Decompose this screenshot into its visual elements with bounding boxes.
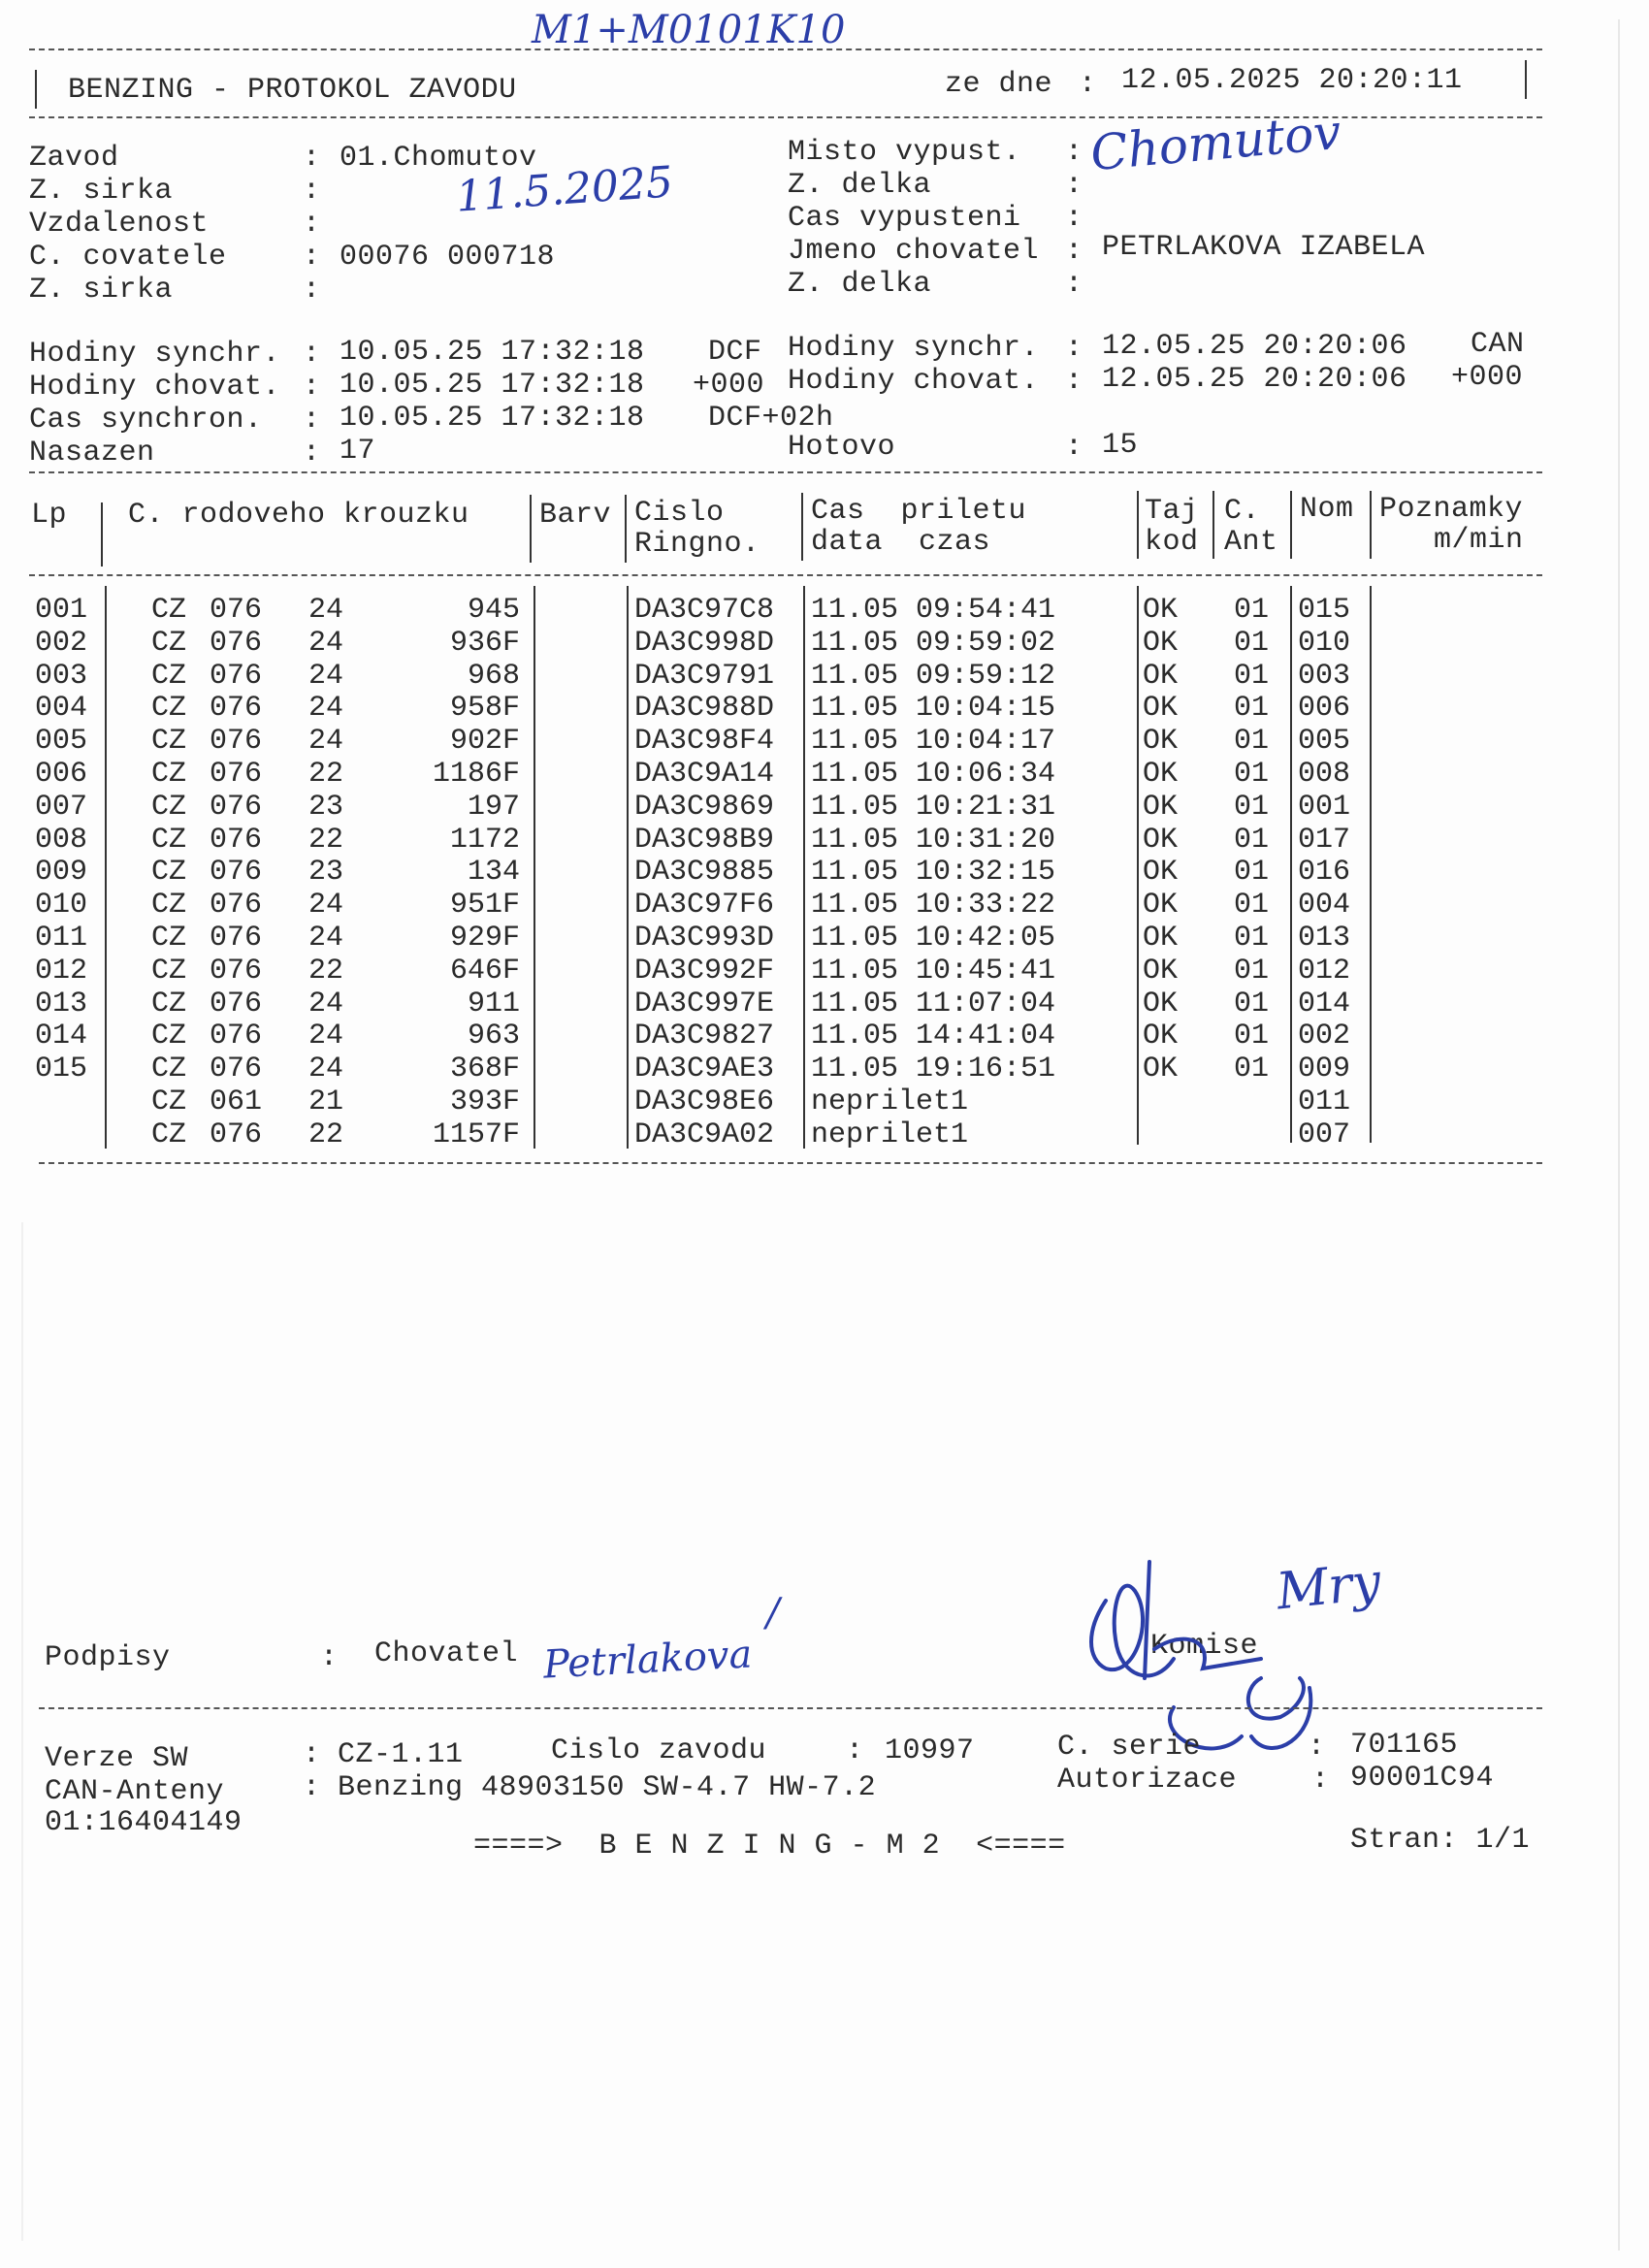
footer-label: Autorizace [1057,1764,1238,1797]
cell-chip: DA3C992F [634,954,775,988]
clock-label: Cas synchron. [29,404,263,437]
software-version: CZ-1.11 [338,1738,464,1771]
cell-time: neprilet1 [811,1118,969,1151]
cell-cc: CZ [151,889,187,923]
colon: : [1065,136,1083,169]
antenna-info: Benzing 48903150 SW-4.7 HW-7.2 [338,1771,877,1804]
cell-taj: OK [1143,922,1179,955]
cell-chip: DA3C97C8 [634,594,775,627]
breeder-number: 00076 000718 [340,241,556,274]
colon: : [303,274,321,307]
clock-value: 17 [340,435,376,468]
table-row [0,988,1649,1021]
cell-club: 076 [210,856,263,890]
cell-time: 11.05 10:06:34 [811,758,1056,791]
cell-time: 11.05 10:32:15 [811,856,1056,890]
clock-suffix: +000 [1451,361,1524,394]
cell-cc: CZ [151,1053,187,1086]
pen-mark: / [766,1591,780,1636]
header-rule [801,493,803,561]
cell-cc: CZ [151,758,187,791]
cell-lp: 002 [35,626,88,660]
info-label: Cas vypusteni [788,202,1021,235]
cell-yr: 24 [308,659,344,693]
cell-ant: 01 [1234,790,1270,824]
colon: : [1065,268,1083,301]
table-row [0,1053,1649,1085]
cell-time: 11.05 09:54:41 [811,594,1056,627]
colon: : [1065,332,1083,365]
protocol-title: BENZING - PROTOKOL ZAVODU [68,74,517,107]
footer-label: Cislo zavodu [551,1734,767,1767]
cell-chip: DA3C998D [634,626,775,660]
header-rule [530,495,532,563]
cell-cc: CZ [151,594,187,627]
cell-ant: 01 [1234,823,1270,857]
cell-taj: OK [1143,626,1179,660]
cell-num: 951F [449,889,520,923]
cell-num: 929F [449,922,520,955]
clock-value: 12.05.25 20:20:06 [1102,330,1407,363]
colon: : [303,142,321,175]
colon: : [1065,431,1083,464]
cell-lp: 004 [35,692,88,726]
cell-lp: 013 [35,987,88,1021]
header-rule [1212,491,1214,559]
cell-lp: 015 [35,1053,88,1086]
cell-nom: 014 [1298,987,1351,1021]
box-left-edge [35,70,37,109]
footer-label: Verze SW [45,1742,189,1775]
divider [39,1707,1542,1709]
cell-yr: 22 [308,954,344,988]
finished-count: 15 [1102,429,1139,462]
cell-cc: CZ [151,823,187,857]
cell-yr: 23 [308,856,344,890]
col-header-time: data czas [811,526,991,559]
cell-nom: 004 [1298,889,1351,923]
header-rule [1370,491,1372,559]
info-label: Z. delka [788,268,932,301]
cell-taj: OK [1143,954,1179,988]
cell-chip: DA3C9A02 [634,1118,775,1151]
divider [29,49,1542,50]
cell-num: 968 [467,659,520,693]
cell-yr: 22 [308,823,344,857]
cell-club: 076 [210,889,263,923]
colon: : [303,1771,321,1804]
clock-suffix: DCF+02h [708,402,834,435]
cell-club: 076 [210,1020,263,1053]
col-header-ant: C. [1224,495,1261,528]
table-row [0,692,1649,725]
col-header-cislo: Cislo [634,497,725,530]
cell-lp: 001 [35,594,88,627]
cell-chip: DA3C9827 [634,1020,775,1053]
colon: : [1065,169,1083,202]
table-row [0,660,1649,693]
table-rule [627,586,629,1149]
cell-num: 197 [467,790,520,824]
cell-lp: 005 [35,725,88,759]
cell-yr: 22 [308,758,344,791]
cell-chip: DA3C9A14 [634,758,775,791]
colon: : [303,1738,321,1771]
cell-lp: 010 [35,889,88,923]
colon: : [303,208,321,241]
cell-yr: 24 [308,626,344,660]
cell-club: 076 [210,987,263,1021]
cell-yr: 24 [308,1053,344,1086]
cell-ant: 01 [1234,626,1270,660]
cell-num: 963 [467,1020,520,1053]
colon: : [846,1734,864,1767]
cell-yr: 24 [308,692,344,726]
cell-time: 11.05 14:41:04 [811,1020,1056,1053]
cell-nom: 009 [1298,1053,1351,1086]
cell-nom: 007 [1298,1118,1351,1151]
colon: : [303,338,321,371]
serial-number: 701165 [1350,1729,1459,1762]
cell-cc: CZ [151,1085,187,1118]
colon: : [1311,1764,1330,1797]
cell-lp: 007 [35,790,88,824]
cell-club: 076 [210,922,263,955]
cell-cc: CZ [151,922,187,955]
table-rule [1370,586,1372,1143]
table-row [0,824,1649,857]
clock-label: Hodiny chovat. [29,371,281,404]
cell-cc: CZ [151,692,187,726]
cell-ant: 01 [1234,1020,1270,1053]
col-header-taj: kod [1145,526,1199,559]
table-row [0,1118,1649,1151]
cell-ant: 01 [1234,659,1270,693]
cell-lp: 008 [35,823,88,857]
cell-yr: 24 [308,922,344,955]
cell-time: neprilet1 [811,1085,969,1118]
cell-nom: 003 [1298,659,1351,693]
date-label: ze dne [945,68,1053,101]
cell-time: 11.05 19:16:51 [811,1053,1056,1086]
colon: : [1065,235,1083,268]
clock-label: Hodiny synchr. [29,338,281,371]
cell-cc: CZ [151,987,187,1021]
cell-club: 076 [210,954,263,988]
cell-club: 076 [210,1118,263,1151]
clock-value: 10.05.25 17:32:18 [340,336,645,369]
info-label: Z. delka [788,169,932,202]
cell-club: 076 [210,1053,263,1086]
cell-chip: DA3C993D [634,922,775,955]
cell-num: 1186F [432,758,520,791]
cell-nom: 008 [1298,758,1351,791]
page-number: Stran: 1/1 [1350,1824,1531,1857]
cell-time: 11.05 09:59:02 [811,626,1056,660]
cell-lp: 012 [35,954,88,988]
table-row [0,1020,1649,1053]
cell-yr: 24 [308,889,344,923]
cell-num: 1157F [432,1118,520,1151]
cell-taj: OK [1143,725,1179,759]
cell-club: 076 [210,659,263,693]
cell-taj: OK [1143,758,1179,791]
cell-club: 076 [210,790,263,824]
cell-yr: 24 [308,594,344,627]
colon: : [1065,365,1083,398]
cell-club: 076 [210,594,263,627]
cell-chip: DA3C9AE3 [634,1053,775,1086]
table-rule [105,586,107,1149]
cell-cc: CZ [151,659,187,693]
cell-time: 11.05 10:42:05 [811,922,1056,955]
cell-chip: DA3C988D [634,692,775,726]
cell-time: 11.05 10:04:15 [811,692,1056,726]
cell-cc: CZ [151,725,187,759]
cell-num: 134 [467,856,520,890]
cell-time: 11.05 09:59:12 [811,659,1056,693]
cell-taj: OK [1143,856,1179,890]
col-header-taj: Taj [1145,495,1199,528]
device-name: ====> B E N Z I N G - M 2 <==== [473,1830,1066,1863]
cell-nom: 015 [1298,594,1351,627]
info-label: Z. sirka [29,274,174,307]
table-rule [1137,586,1139,1145]
cell-nom: 001 [1298,790,1351,824]
table-row [0,856,1649,889]
cell-time: 11.05 10:04:17 [811,725,1056,759]
clock-value: 10.05.25 17:32:18 [340,369,645,402]
table-row [0,594,1649,627]
cell-time: 11.05 10:45:41 [811,954,1056,988]
col-header-time: Cas priletu [811,495,1027,528]
cell-ant: 01 [1234,856,1270,890]
info-label: Jmeno chovatel [788,235,1040,268]
clock-suffix: DCF [708,336,762,369]
clock-label: Hotovo [788,431,896,464]
col-header-barv: Barv [539,499,612,532]
cell-cc: CZ [151,1118,187,1151]
colon: : [303,371,321,404]
cell-ant: 01 [1234,725,1270,759]
divider [29,574,1542,576]
cell-num: 936F [449,626,520,660]
info-label: Z. sirka [29,175,174,208]
cell-ant: 01 [1234,594,1270,627]
cell-chip: DA3C98E6 [634,1085,775,1118]
cell-cc: CZ [151,856,187,890]
cell-yr: 24 [308,987,344,1021]
cell-cc: CZ [151,1020,187,1053]
cell-lp: 009 [35,856,88,890]
footer-label: CAN-Anteny [45,1775,225,1808]
cell-club: 061 [210,1085,263,1118]
cell-chip: DA3C997E [634,987,775,1021]
clock-label: Hodiny chovat. [788,365,1040,398]
cell-yr: 24 [308,725,344,759]
table-row [0,955,1649,988]
cell-taj: OK [1143,987,1179,1021]
header-rule [1290,491,1292,559]
colon: : [1308,1731,1326,1764]
scan-edge [21,1222,23,2241]
cell-num: 646F [449,954,520,988]
cell-yr: 24 [308,1020,344,1053]
cell-taj: OK [1143,1053,1179,1086]
info-label: Misto vypust. [788,136,1021,169]
cell-taj: OK [1143,889,1179,923]
header-rule [1137,491,1139,559]
colon: : [1079,68,1097,101]
race-name: 01.Chomutov [340,142,537,175]
breeder-signature-label: Chovatel [374,1637,519,1670]
cell-nom: 010 [1298,626,1351,660]
clock-label: Nasazen [29,437,155,470]
table-row [0,627,1649,660]
cell-lp: 006 [35,758,88,791]
cell-cc: CZ [151,626,187,660]
cell-chip: DA3C97F6 [634,889,775,923]
cell-num: 911 [467,987,520,1021]
handwritten-date: 11.5.2025 [454,157,675,222]
table-row [0,725,1649,758]
cell-nom: 006 [1298,692,1351,726]
cell-taj: OK [1143,692,1179,726]
colon: : [303,437,321,470]
cell-ant: 01 [1234,987,1270,1021]
cell-ant: 01 [1234,1053,1270,1086]
authorization-code: 90001C94 [1350,1762,1495,1795]
divider [39,1162,1542,1164]
cell-ant: 01 [1234,758,1270,791]
footer-label: C. serie [1057,1731,1202,1764]
box-right-edge [1525,60,1527,99]
cell-nom: 016 [1298,856,1351,890]
cell-chip: DA3C98B9 [634,823,775,857]
cell-num: 958F [449,692,520,726]
cell-nom: 002 [1298,1020,1351,1053]
table-rule [803,586,805,1149]
commission-initials: Mry [1274,1552,1384,1622]
table-row [0,889,1649,922]
clock-value: 12.05.25 20:20:06 [1102,363,1407,396]
cell-lp: 011 [35,922,88,955]
cell-time: 11.05 10:33:22 [811,889,1056,923]
cell-chip: DA3C9869 [634,790,775,824]
cell-yr: 22 [308,1118,344,1151]
info-label: Zavod [29,142,119,175]
cell-club: 076 [210,626,263,660]
cell-taj: OK [1143,1020,1179,1053]
colon: : [1065,202,1083,235]
table-row [0,922,1649,955]
cell-nom: 005 [1298,725,1351,759]
clock-label: Hodiny synchr. [788,332,1040,365]
colon: : [303,175,321,208]
col-header-ring: C. rodoveho krouzku [128,499,469,532]
cell-nom: 012 [1298,954,1351,988]
cell-club: 076 [210,758,263,791]
table-row [0,1085,1649,1118]
cell-taj: OK [1143,659,1179,693]
col-header-notes: m/min [1434,524,1524,557]
cell-num: 902F [449,725,520,759]
table-row [0,791,1649,824]
cell-chip: DA3C98F4 [634,725,775,759]
cell-cc: CZ [151,790,187,824]
commission-label: Komise [1150,1630,1259,1663]
cell-taj: OK [1143,594,1179,627]
protocol-date: 12.05.2025 20:20:11 [1121,64,1463,97]
info-label: Vzdalenost [29,208,210,241]
handwritten-top-note: M1+M0101K10 [532,8,846,52]
cell-taj: OK [1143,823,1179,857]
table-row [0,758,1649,791]
cell-ant: 01 [1234,954,1270,988]
race-number: 10997 [885,1734,975,1767]
cell-cc: CZ [151,954,187,988]
colon: : [320,1641,339,1674]
cell-lp: 014 [35,1020,88,1053]
cell-taj: OK [1143,790,1179,824]
cell-time: 11.05 11:07:04 [811,987,1056,1021]
antenna-id: 01:16404149 [45,1806,242,1839]
cell-num: 945 [467,594,520,627]
cell-time: 11.05 10:21:31 [811,790,1056,824]
col-header-ant: Ant [1224,526,1278,559]
breeder-signature: Petrlakova [541,1632,754,1688]
cell-nom: 011 [1298,1085,1351,1118]
cell-num: 393F [449,1085,520,1118]
cell-lp: 003 [35,659,88,693]
clock-value: 10.05.25 17:32:18 [340,402,645,435]
header-rule [625,495,627,563]
cell-nom: 013 [1298,922,1351,955]
divider [29,471,1542,473]
header-rule [101,502,103,567]
cell-ant: 01 [1234,922,1270,955]
col-header-notes: Poznamky [1379,493,1524,526]
cell-nom: 017 [1298,823,1351,857]
col-header-lp: Lp [31,499,68,532]
col-header-nom: Nom [1300,493,1354,526]
cell-club: 076 [210,692,263,726]
cell-num: 368F [449,1053,520,1086]
cell-time: 11.05 10:31:20 [811,823,1056,857]
cell-chip: DA3C9791 [634,659,775,693]
clock-suffix: +000 [693,369,765,402]
cell-ant: 01 [1234,889,1270,923]
cell-club: 076 [210,725,263,759]
cell-chip: DA3C9885 [634,856,775,890]
colon: : [303,241,321,274]
signatures-label: Podpisy [45,1641,171,1674]
clock-suffix: CAN [1471,328,1525,361]
breeder-name: PETRLAKOVA IZABELA [1102,231,1426,264]
col-header-cislo: Ringno. [634,528,760,561]
cell-yr: 21 [308,1085,344,1118]
table-rule [534,586,535,1149]
cell-yr: 23 [308,790,344,824]
cell-num: 1172 [449,823,520,857]
handwritten-place: Chomutov [1087,103,1343,182]
table-rule [1290,586,1292,1143]
info-label: C. covatele [29,241,227,274]
colon: : [303,404,321,437]
cell-ant: 01 [1234,692,1270,726]
cell-club: 076 [210,823,263,857]
